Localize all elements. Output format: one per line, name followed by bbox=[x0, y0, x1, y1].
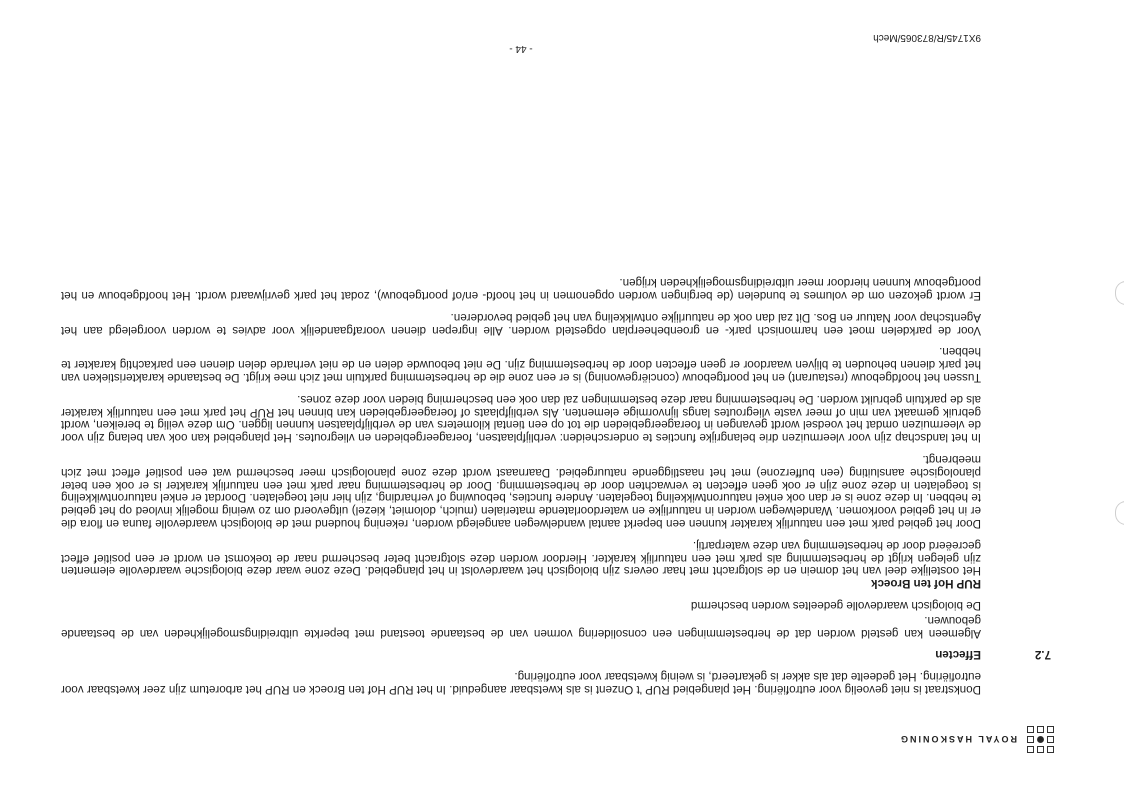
page-footer bbox=[61, 29, 981, 54]
company-logo bbox=[899, 726, 1054, 753]
document-body bbox=[61, 266, 1051, 696]
royal-haskoning-grid-logo-icon bbox=[1027, 726, 1054, 753]
paragraph-6: Er wordt gekozen om de volumes te bundelen (de bergingen worden opgenomen in het hoofd- en/of poortgebouw), zodat het park gevrijwaard wordt. Het hoofdgebouw en het poortgebouw kunnen hierdoor meer uitbreidingsmogelijkheden krijgen. bbox=[61, 276, 981, 303]
subheading-rup-hof-ten-broeck: RUP Hof ten Broeck bbox=[871, 577, 981, 591]
paragraph-4: Tussen het hoofdgebouw (restaurant) en het poortgebouw (conciërgewoning) is er een zone die de herbestemming parktuin met zich mee krijgt. De bestaande karakteristieken van het park dienen behouden te blijven waardoor er geen effecten door de herbestemming zijn. De niet bebouwde delen en de niet verharde delen dienen een parkachtig karakter te hebben. bbox=[61, 345, 981, 385]
intro-paragraph: Donkstraat is niet gevoelig voor eutrofiëring. Het plangebied RUP 't Onzent is als kwetsbaar aangeduid. In het RUP Hof ten Broeck en RUP het arboretum zijn zeer kwetsbaar voor eutrofiëring. Het gedeelte dat als akker is gekarteerd, is weinig kwetsbaar voor eutrofiëring. bbox=[61, 670, 981, 696]
paragraph-general-1: Algemeen kan gesteld worden dat de herbestemmingen een consolidering vormen van de bestaande toestand met beperkte uitbreidingsmogelijkheden van de bestaande gebouwen. bbox=[61, 613, 981, 640]
section-number: 7.2 bbox=[1034, 648, 1051, 662]
paragraph-general-2: De biologisch waardevolle gedeeltes worden beschermd bbox=[690, 599, 981, 613]
document-reference: 9X1745/R/873065/Mech bbox=[873, 32, 981, 43]
paragraph-2: Door het gebied park met een natuurlijk karakter kunnen een beperkt aantal wandelwegen aangelegd worden, rekening houdend met de biologisch waardevolle fauna en flora die er in het gebied voorkomen. Wandelwegen worden in natuurlijke en waterdoorlatende materialen (muich, dolomiet, kiezel) uitgevoerd om zo weinig mogelijk invloed op het gebied te hebben. In deze zone is er dan ook enkel natuurontwikkeling toegelaten. Andere functies, bebouwing of verharding, zijn hier niet toegelaten. Doordat er enkel natuurontwikkeling is toegelaten in deze zone zijn er ook geen effecten te verwachten door de herbestemming. Door de herbestemming naar park met een natuurlijk karakter is er ook een beter planologische aansluiting (een bufferzone) met het naastliggende natuurgebied. Daarnaast wordt deze zone planologisch meer beschermd wat een positief effect met zich meebrengt. bbox=[61, 453, 981, 531]
punch-hole-mark bbox=[1115, 281, 1124, 305]
section-heading bbox=[61, 648, 1051, 661]
paragraph-5: Voor de parkdelen moet een harmonisch park- en groenbeheerplan opgesteld worden. Alle ingrepen dienen voorafgaandelijk voor advies te worden voorgelegd aan het Agentschap voor Natuur en Bos. Dit zal dan ook de natuurlijke ontwikkeling van het gebied bevorderen. bbox=[61, 310, 981, 337]
brand-name: ROYAL HASKONING bbox=[898, 734, 1017, 745]
paragraph-3: In het landschap zijn voor vleermuizen drie belangrijke functies te onderscheiden: verblijfplaatsen, foerageergebieden en vliegroutes. Het plangebied kan ook van belang zijn voor de vleermuizen omdat het voedsel wordt gevangen in foerageergebieden die tot op een tiental kilometers van de verblijfplaatsen kunnen liggen. Om deze veilig te bereiken, wordt gebruik gemaakt van min of meer vaste vliegroutes langs lijnvormige elementen. Als verblijfplaats of foerageergebieden kan binnen het RUP het park met een natuurlijk karakter als de parktuin gebruikt worden. De herbestemming naar deze bestemmingen zal dan ook een bescherming bieden voor deze zones. bbox=[61, 392, 981, 445]
page-number: - 44 - bbox=[509, 43, 533, 54]
punch-hole-mark bbox=[1115, 501, 1124, 525]
section-title: Effecten bbox=[935, 648, 981, 662]
paragraph-1: Het oostelijke deel van het domein en de slotgracht met haar oevers zijn biologisch het waardevolst in het plangebied. Deze zone waar deze biologische waardevolle elementen zijn gelegen krijgt de herbestemming als park met een natuurlijk karakter. Hierdoor worden deze slotgracht beter beschermd naar de toekomst en wordt er een positief effect gecreëerd door de herbestemming van deze waterpartij. bbox=[61, 538, 981, 578]
